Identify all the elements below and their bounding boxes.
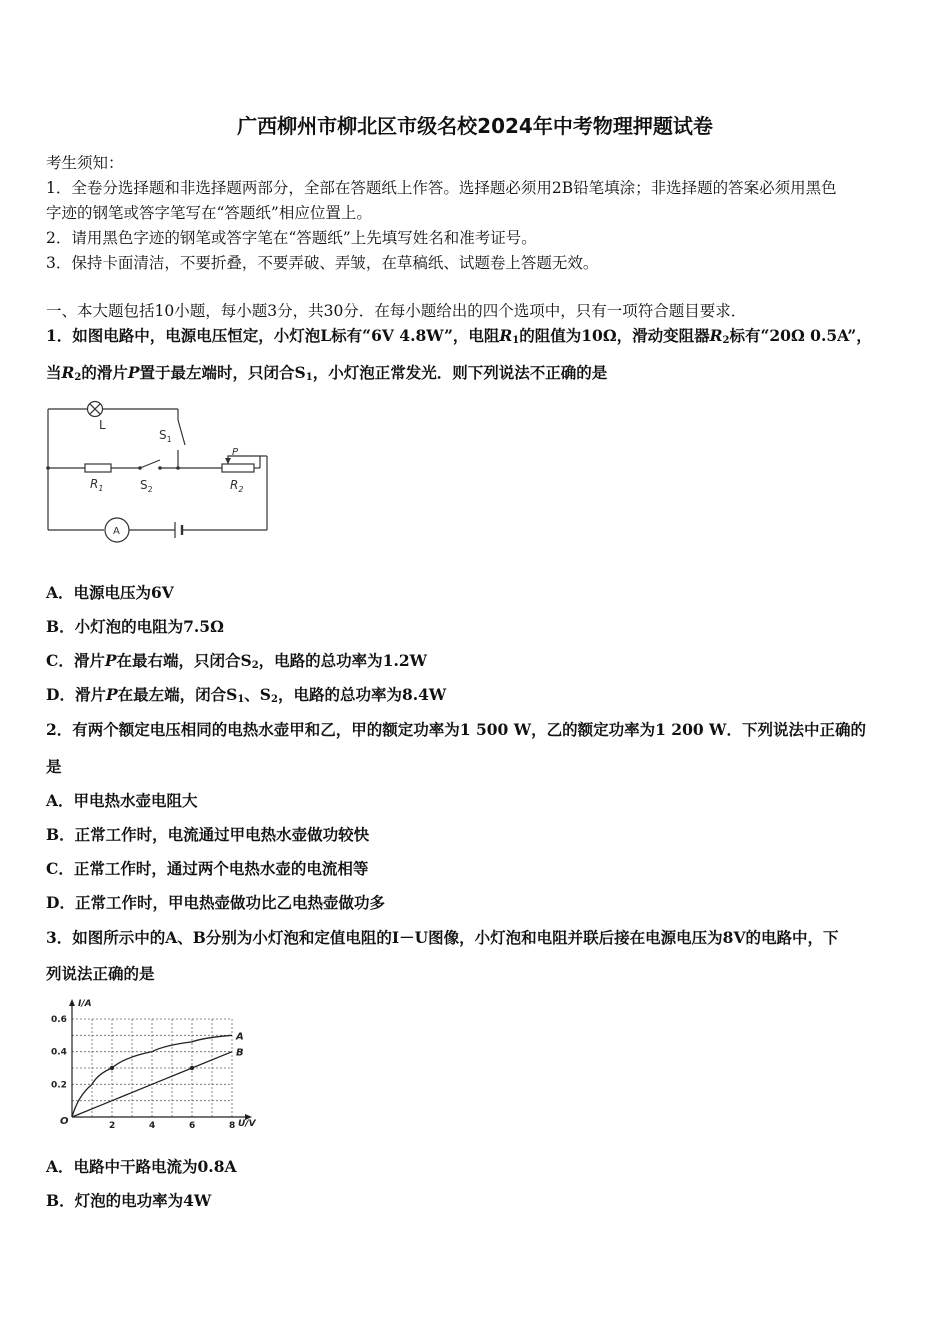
marked-point	[110, 1066, 114, 1070]
q1-option-a[interactable]: A．电源电压为6V	[46, 583, 174, 602]
q2-stem-line1: 2．有两个额定电压相同的电热水壶甲和乙，甲的额定功率为1 500 W，乙的额定功率为1 200 W．下列说法中正确的	[46, 720, 866, 739]
marked-point	[190, 1066, 194, 1070]
notice-item-1: 1．全卷分选择题和非选择题两部分，全部在答题纸上作答。选择题必须用2B铅笔填涂；非选择题的答案必须用黑色	[46, 179, 837, 197]
page-title: 广西柳州市柳北区市级名校2024年中考物理押题试卷	[237, 114, 713, 138]
q3-option-b[interactable]: B．灯泡的电功率为4W	[46, 1191, 212, 1210]
series-a-label: A	[236, 1031, 244, 1043]
x-tick-label: 2	[109, 1121, 116, 1131]
y-tick-label: 0.2	[51, 1080, 67, 1091]
x-tick-label: 6	[189, 1121, 196, 1131]
notice-heading: 考生须知：	[46, 154, 124, 172]
q1-stem-line1: 1．如图电路中，电源电压恒定，小灯泡L标有“6V 4.8W”，电阻$R_1$的阻值为10Ω，滑动变阻器$R_2$标有“20Ω 0.5A”，	[46, 326, 872, 346]
label-l: L	[99, 418, 106, 432]
x-axis-label: U/V	[238, 1119, 256, 1129]
origin-label: O	[60, 1116, 69, 1127]
y-axis-label: I/A	[78, 999, 92, 1009]
q3-stem-line1: 3．如图所示中的A、B分别为小灯泡和定值电阻的I－U图像，小灯泡和电阻并联后接在电源电压为8V的电路中，下	[46, 928, 839, 947]
q1-option-c[interactable]: C．滑片P在最右端，只闭合$S_2$，电路的总功率为1.2W	[46, 651, 428, 671]
q1-option-d[interactable]: D．滑片P在最左端，闭合$S_1$、$S_2$，电路的总功率为8.4W	[46, 685, 447, 705]
y-tick-label: 0.6	[51, 1015, 67, 1025]
label-ammeter: A	[113, 526, 120, 537]
notice-item-1-cont: 字迹的钢笔或答字笔写在“答题纸”相应位置上。	[46, 204, 372, 222]
q2-option-d[interactable]: D．正常工作时，甲电热壶做功比乙电热壶做功多	[46, 893, 385, 912]
x-tick-label: 8	[229, 1121, 236, 1131]
label-p: P	[232, 447, 239, 458]
x-tick-label: 4	[149, 1121, 156, 1131]
q1-stem-line2: 当$R_2$的滑片P置于最左端时，只闭合$S_1$，小灯泡正常发光．则下列说法不正确的是	[46, 363, 608, 383]
label-r1: $R_1$	[90, 477, 104, 493]
q3-option-a[interactable]: A．电路中干路电流为0.8A	[46, 1157, 237, 1176]
section-heading: 一、本大题包括10小题，每小题3分，共30分．在每小题给出的四个选项中，只有一项符合题目要求．	[46, 302, 747, 320]
y-tick-label: 0.4	[51, 1047, 67, 1058]
q2-option-c[interactable]: C．正常工作时，通过两个电热水壶的电流相等	[46, 859, 369, 878]
notice-item-2: 2．请用黑色字迹的钢笔或答字笔在“答题纸”上先填写姓名和准考证号。	[46, 229, 537, 247]
label-s2: $S_2$	[140, 478, 153, 494]
notice-item-3: 3．保持卡面清洁，不要折叠，不要弄破、弄皱，在草稿纸、试题卷上答题无效。	[46, 254, 599, 272]
q2-option-b[interactable]: B．正常工作时，电流通过甲电热水壶做功较快	[46, 825, 370, 844]
y-axis-arrow	[69, 999, 75, 1006]
q2-option-a[interactable]: A．甲电热水壶电阻大	[46, 791, 198, 810]
series-b-label: B	[236, 1047, 244, 1059]
label-r2: $R_2$	[230, 478, 244, 494]
q2-stem-line2: 是	[46, 757, 62, 776]
q3-stem-line2: 列说法正确的是	[46, 964, 155, 983]
q1-option-b[interactable]: B．小灯泡的电阻为7.5Ω	[46, 617, 224, 636]
label-s1: $S_1$	[159, 428, 172, 444]
